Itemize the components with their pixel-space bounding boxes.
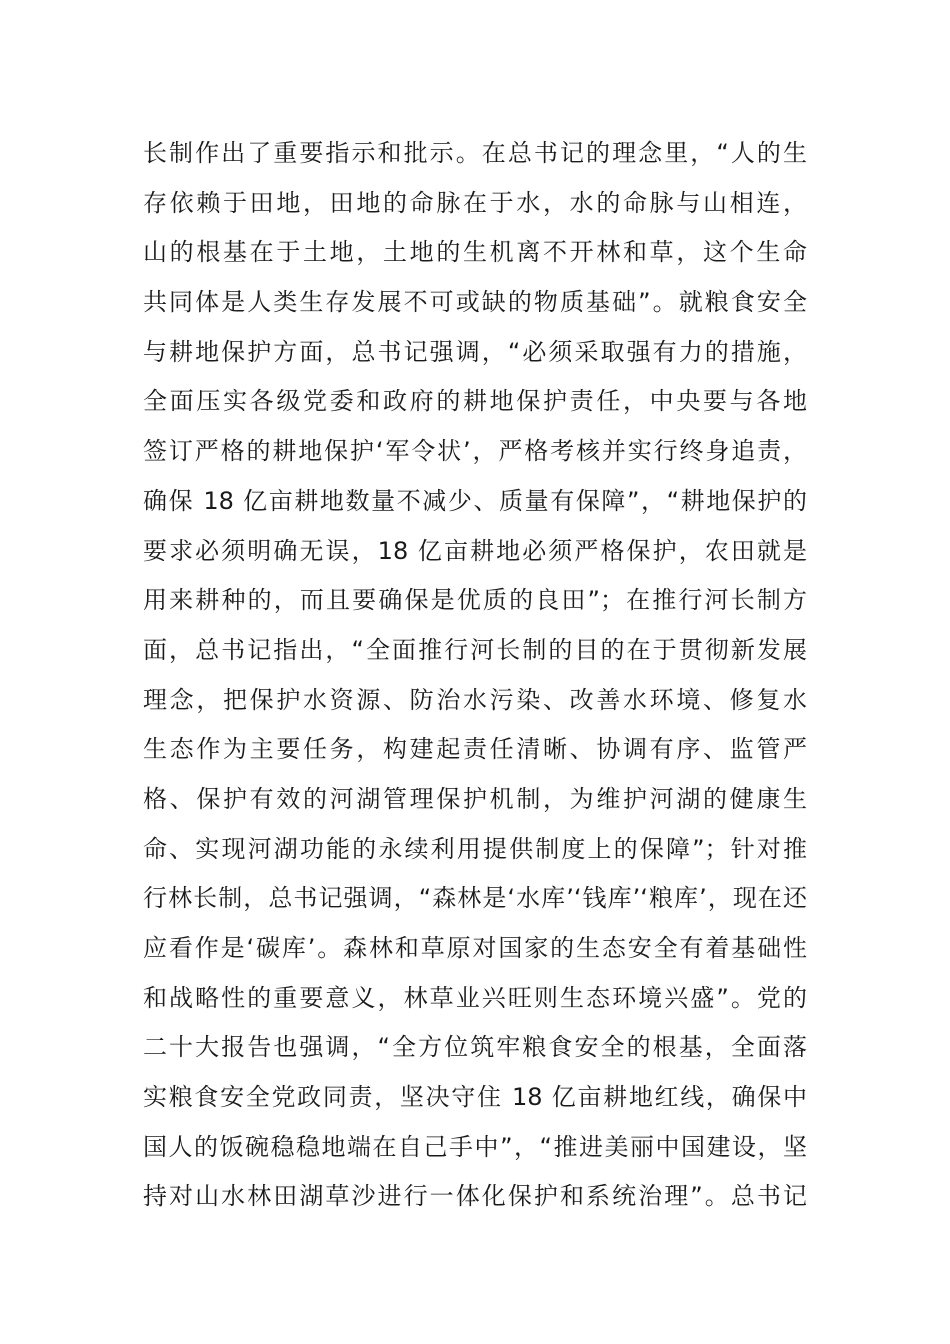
text-line: 生态作为主要任务，构建起责任清晰、协调有序、监管严: [143, 735, 807, 764]
text-line: 命、实现河湖功能的永续利用提供制度上的保障”；针对推: [143, 834, 807, 863]
text-line: 山的根基在于土地，土地的生机离不开林和草，这个生命: [143, 238, 807, 267]
text-line: 面，总书记指出，“全面推行河长制的目的在于贯彻新发展: [143, 635, 807, 664]
text-line: 全面压实各级党委和政府的耕地保护责任，中央要与各地: [143, 387, 807, 416]
text-line: 用来耕种的，而且要确保是优质的良田”；在推行河长制方: [143, 586, 807, 615]
text-line: 与耕地保护方面，总书记强调，“必须采取强有力的措施，: [143, 337, 807, 366]
text-line: 二十大报告也强调，“全方位筑牢粮食安全的根基，全面落: [143, 1033, 807, 1062]
text-line: 和战略性的重要意义，林草业兴旺则生态环境兴盛”。党的: [143, 983, 807, 1012]
text-line: 签订严格的耕地保护‘军令状’，严格考核并实行终身追责，: [143, 437, 807, 466]
text-line: 要求必须明确无误，18 亿亩耕地必须严格保护，农田就是: [143, 536, 807, 565]
text-line: 实粮食安全党政同责，坚决守住 18 亿亩耕地红线，确保中: [143, 1083, 807, 1112]
text-line: 确保 18 亿亩耕地数量不减少、质量有保障”，“耕地保护的: [143, 486, 807, 515]
text-line: 持对山水林田湖草沙进行一体化保护和系统治理”。总书记: [143, 1182, 807, 1211]
text-line: 国人的饭碗稳稳地端在自己手中”，“推进美丽中国建设，坚: [143, 1132, 807, 1161]
text-line: 共同体是人类生存发展不可或缺的物质基础”。就粮食安全: [143, 288, 807, 317]
text-line: 存依赖于田地，田地的命脉在于水，水的命脉与山相连，: [143, 188, 807, 217]
text-line: 应看作是‘碳库’。森林和草原对国家的生态安全有着基础性: [143, 934, 807, 962]
text-line: 格、保护有效的河湖管理保护机制，为维护河湖的健康生: [143, 784, 807, 813]
body-paragraph: [143, 129, 807, 1222]
text-line: 理念，把保护水资源、防治水污染、改善水环境、修复水: [143, 685, 807, 714]
text-line: 长制作出了重要指示和批示。在总书记的理念里，“人的生: [143, 139, 807, 167]
text-line: 行林长制，总书记强调，“森林是‘水库’‘钱库’‘粮库’，现在还: [143, 884, 807, 913]
